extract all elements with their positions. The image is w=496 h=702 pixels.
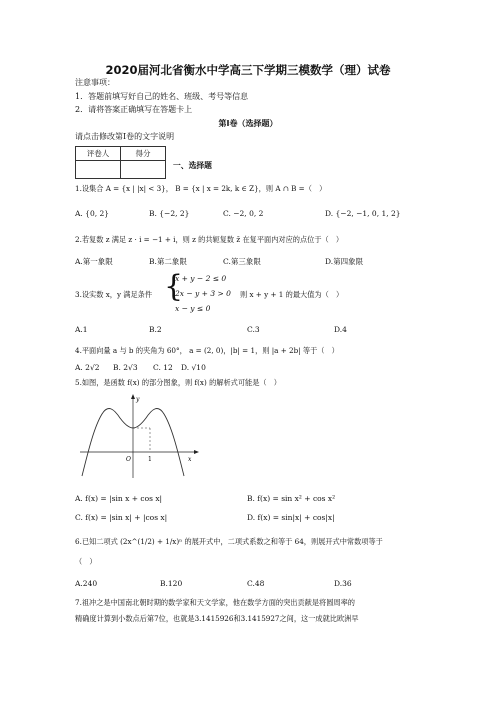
q5-option-d: D. f(x) = sin|x| + cos|x| bbox=[247, 513, 335, 522]
section-heading: 一、选择题 bbox=[173, 161, 212, 170]
q1-option-b: B. {−2, 2} bbox=[149, 209, 190, 218]
q2-option-c: C.第三象限 bbox=[223, 257, 261, 266]
q3-constraint-2: 2x − y + 3 > 0 bbox=[175, 289, 231, 298]
q6-option-b: B.120 bbox=[160, 579, 183, 588]
x-axis-label: x bbox=[188, 456, 192, 463]
q4-option-a: A. 2√2 bbox=[75, 363, 100, 372]
q3-option-d: D.4 bbox=[334, 325, 347, 334]
q3-constraint-3: x − y ≤ 0 bbox=[175, 304, 211, 313]
question-7-stem-cont: 精确度计算到小数点后第7位，也就是3.1415926和3.1415927之间，这一成就比欧洲早 bbox=[75, 614, 359, 623]
q5-option-c: C. f(x) = |sin x| + |cos x| bbox=[75, 513, 168, 522]
question-1-stem: 1.设集合 A = {x | |x| < 3}， B = {x | x = 2k, k ∈ Z}，则 A ∩ B =（ ） bbox=[75, 184, 327, 193]
q2-option-d: D.第四象限 bbox=[325, 257, 364, 266]
note-item-2: 2．请将答案正确填写在答题卡上 bbox=[75, 105, 193, 114]
q5-option-a: A. f(x) = |sin x + cos x| bbox=[75, 494, 163, 503]
x-axis-arrow bbox=[194, 450, 199, 454]
grader-cell bbox=[76, 161, 121, 179]
q4-option-c: C. 12 bbox=[153, 363, 173, 372]
y-axis-label: y bbox=[136, 396, 140, 403]
score-cell bbox=[121, 161, 166, 179]
q5-option-b: B. f(x) = sin x² + cos x² bbox=[247, 494, 336, 503]
q1-option-c: C. −2, 0, 2 bbox=[223, 209, 264, 218]
q3-option-b: B.2 bbox=[149, 325, 162, 334]
grader-table bbox=[75, 146, 166, 179]
notes-heading: 注意事项： bbox=[75, 78, 115, 87]
function-graph bbox=[80, 392, 200, 480]
question-6-stem: 6.已知二项式 (2x^(1/2) + 1/x)ⁿ 的展开式中，二项式系数之和等于 64，则展开式中常数项等于 bbox=[75, 537, 383, 546]
score-header: 得分 bbox=[121, 147, 166, 161]
question-6-stem-cont: （ ） bbox=[75, 557, 97, 566]
question-3-stem-prefix: 3.设实数 x，y 满足条件 bbox=[75, 290, 153, 299]
volume-heading: 第I卷（选择题） bbox=[218, 119, 278, 128]
q4-option-b: B. 2√3 bbox=[113, 363, 138, 372]
q6-option-a: A.240 bbox=[75, 579, 98, 588]
q2-option-a: A.第一象限 bbox=[75, 257, 113, 266]
q6-option-d: D.36 bbox=[334, 579, 352, 588]
question-5-stem: 5.如图，是函数 f(x) 的部分图象，则 f(x) 的解析式可能是（ ） bbox=[75, 378, 281, 387]
tick-label-one: 1 bbox=[148, 456, 152, 463]
grader-header: 评卷人 bbox=[76, 147, 121, 161]
note-item-1: 1．答题前填写好自己的姓名、班级、考号等信息 bbox=[75, 92, 249, 101]
q3-option-c: C.3 bbox=[247, 325, 260, 334]
question-4-stem: 4.平面向量 a 与 b 的夹角为 60°， a = (2, 0)，|b| = 1，则 |a + 2b| 等于（ ） bbox=[75, 346, 339, 355]
exam-title: 2020届河北省衡水中学高三下学期三模数学（理）试卷 bbox=[105, 63, 391, 77]
origin-label: O bbox=[126, 456, 131, 463]
y-axis-arrow bbox=[131, 394, 135, 399]
question-2-stem: 2.若复数 z 满足 z · i = −1 + i，则 z 的共轭复数 z̄ 在复平面内对应的点位于（ ） bbox=[75, 235, 344, 244]
q4-option-d: D. √10 bbox=[181, 363, 206, 372]
q3-constraint-1: x + y − 2 ≤ 0 bbox=[175, 274, 227, 283]
system-brace: { bbox=[164, 269, 184, 304]
q6-option-c: C.48 bbox=[247, 579, 265, 588]
volume-hint: 请点击修改第I卷的文字说明 bbox=[75, 132, 175, 141]
q1-option-d: D. {−2, −1, 0, 1, 2} bbox=[325, 209, 401, 218]
q3-option-a: A.1 bbox=[75, 325, 88, 334]
question-3-stem-suffix: 则 x + y + 1 的最大值为（ ） bbox=[240, 290, 344, 299]
q1-option-a: A. {0, 2} bbox=[75, 209, 110, 218]
question-7-stem: 7.祖冲之是中国南北朝时期的数学家和天文学家，他在数学方面的突出贡献是将圆周率的 bbox=[75, 598, 355, 607]
q2-option-b: B.第二象限 bbox=[149, 257, 187, 266]
